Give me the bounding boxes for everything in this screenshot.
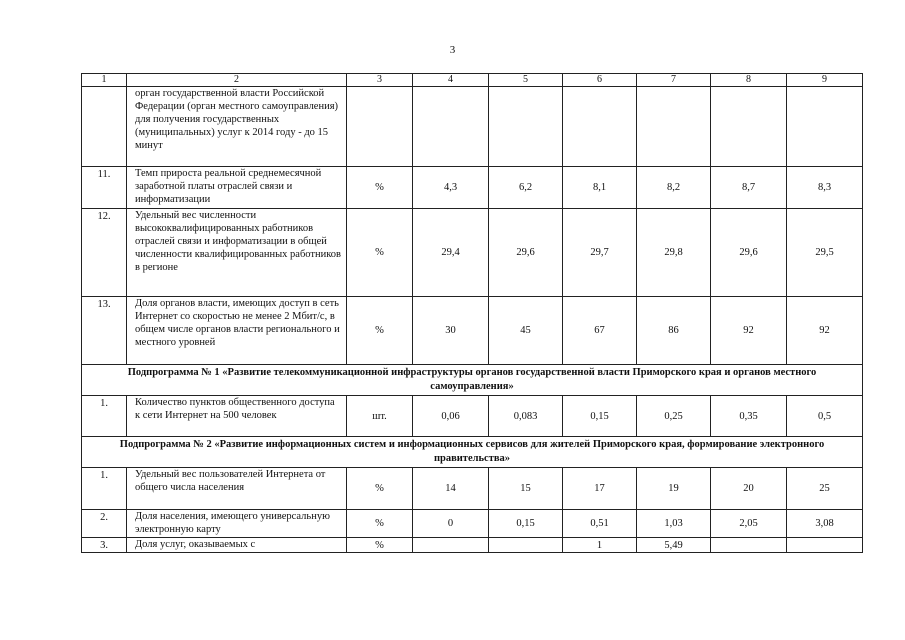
row-value: 17 <box>563 468 637 510</box>
subprogram-row <box>82 437 863 468</box>
row-number: 12. <box>82 209 127 297</box>
table-row <box>82 167 863 209</box>
row-value <box>489 87 563 167</box>
indicators-table <box>81 73 863 553</box>
row-value: 19 <box>637 468 711 510</box>
header-cell: 7 <box>637 74 711 87</box>
row-number: 1. <box>82 396 127 437</box>
row-value: 3,08 <box>787 510 863 538</box>
row-unit: % <box>347 209 413 297</box>
row-value: 2,05 <box>711 510 787 538</box>
row-value <box>711 538 787 553</box>
row-value: 29,6 <box>711 209 787 297</box>
row-value: 86 <box>637 297 711 365</box>
row-description: Темп прироста реальной среднемесячной заработной платы отраслей связи и информатизации <box>127 167 347 209</box>
row-unit: % <box>347 538 413 553</box>
row-value: 1,03 <box>637 510 711 538</box>
row-value: 15 <box>489 468 563 510</box>
row-value: 0,06 <box>413 396 489 437</box>
row-value: 8,7 <box>711 167 787 209</box>
row-value: 8,3 <box>787 167 863 209</box>
header-cell: 4 <box>413 74 489 87</box>
header-cell: 5 <box>489 74 563 87</box>
row-value: 25 <box>787 468 863 510</box>
row-unit: шт. <box>347 396 413 437</box>
row-unit: % <box>347 297 413 365</box>
row-number <box>82 87 127 167</box>
row-value: 20 <box>711 468 787 510</box>
row-value: 0,5 <box>787 396 863 437</box>
row-number: 13. <box>82 297 127 365</box>
row-description: орган государственной власти Российской Федерации (орган местного самоуправления) для получения государственных (муниципальных) услуг к 2014 году - до 15 минут <box>127 87 347 167</box>
row-value: 29,5 <box>787 209 863 297</box>
row-value: 4,3 <box>413 167 489 209</box>
row-value: 0,51 <box>563 510 637 538</box>
subprogram-title: Подпрограмма № 2 «Развитие информационных систем и информационных сервисов для жителей Приморского края, формирование электронного правительства» <box>82 437 863 468</box>
row-value: 92 <box>711 297 787 365</box>
header-row <box>82 74 863 87</box>
row-value <box>787 538 863 553</box>
subprogram-title: Подпрограмма № 1 «Развитие телекоммуникационной инфраструктуры органов государственной власти Приморского края и органов местного самоуправления» <box>82 365 863 396</box>
table-row <box>82 297 863 365</box>
row-unit: % <box>347 167 413 209</box>
row-description: Удельный вес численности высококвалифицированных работников отраслей связи и информатизации в общей численности квалифицированных работников в регионе <box>127 209 347 297</box>
row-description: Количество пунктов общественного доступа к сети Интернет на 500 человек <box>127 396 347 437</box>
row-number: 2. <box>82 510 127 538</box>
row-value: 30 <box>413 297 489 365</box>
row-value: 67 <box>563 297 637 365</box>
row-value: 8,2 <box>637 167 711 209</box>
row-value: 0,35 <box>711 396 787 437</box>
row-value: 29,8 <box>637 209 711 297</box>
table-row <box>82 396 863 437</box>
row-value: 92 <box>787 297 863 365</box>
row-value: 0,15 <box>563 396 637 437</box>
row-description: Доля населения, имеющего универсальную электронную карту <box>127 510 347 538</box>
row-value: 0,15 <box>489 510 563 538</box>
row-number: 11. <box>82 167 127 209</box>
header-cell: 3 <box>347 74 413 87</box>
table-row <box>82 209 863 297</box>
page-number: 3 <box>449 44 456 56</box>
table-row <box>82 468 863 510</box>
row-value: 14 <box>413 468 489 510</box>
table-row <box>82 510 863 538</box>
row-value <box>413 87 489 167</box>
row-number: 3. <box>82 538 127 553</box>
row-value: 0,25 <box>637 396 711 437</box>
row-description: Доля услуг, оказываемых с <box>127 538 347 553</box>
row-value: 29,4 <box>413 209 489 297</box>
row-unit: % <box>347 510 413 538</box>
row-value <box>413 538 489 553</box>
row-value: 45 <box>489 297 563 365</box>
row-unit: % <box>347 468 413 510</box>
row-value: 29,6 <box>489 209 563 297</box>
row-number: 1. <box>82 468 127 510</box>
row-description: Доля органов власти, имеющих доступ в сеть Интернет со скоростью не менее 2 Мбит/с, в общем числе органов власти регионального и местного уровней <box>127 297 347 365</box>
header-cell: 1 <box>82 74 127 87</box>
row-value: 1 <box>563 538 637 553</box>
row-value <box>787 87 863 167</box>
table-row <box>82 538 863 553</box>
table-row <box>82 87 863 167</box>
row-value: 29,7 <box>563 209 637 297</box>
row-unit <box>347 87 413 167</box>
row-value: 0,083 <box>489 396 563 437</box>
row-value <box>563 87 637 167</box>
row-value <box>637 87 711 167</box>
row-value: 0 <box>413 510 489 538</box>
header-cell: 9 <box>787 74 863 87</box>
row-value: 6,2 <box>489 167 563 209</box>
row-value: 8,1 <box>563 167 637 209</box>
subprogram-row <box>82 365 863 396</box>
row-value <box>489 538 563 553</box>
row-value: 5,49 <box>637 538 711 553</box>
row-value <box>711 87 787 167</box>
header-cell: 8 <box>711 74 787 87</box>
header-cell: 6 <box>563 74 637 87</box>
header-cell: 2 <box>127 74 347 87</box>
row-description: Удельный вес пользователей Интернета от общего числа населения <box>127 468 347 510</box>
